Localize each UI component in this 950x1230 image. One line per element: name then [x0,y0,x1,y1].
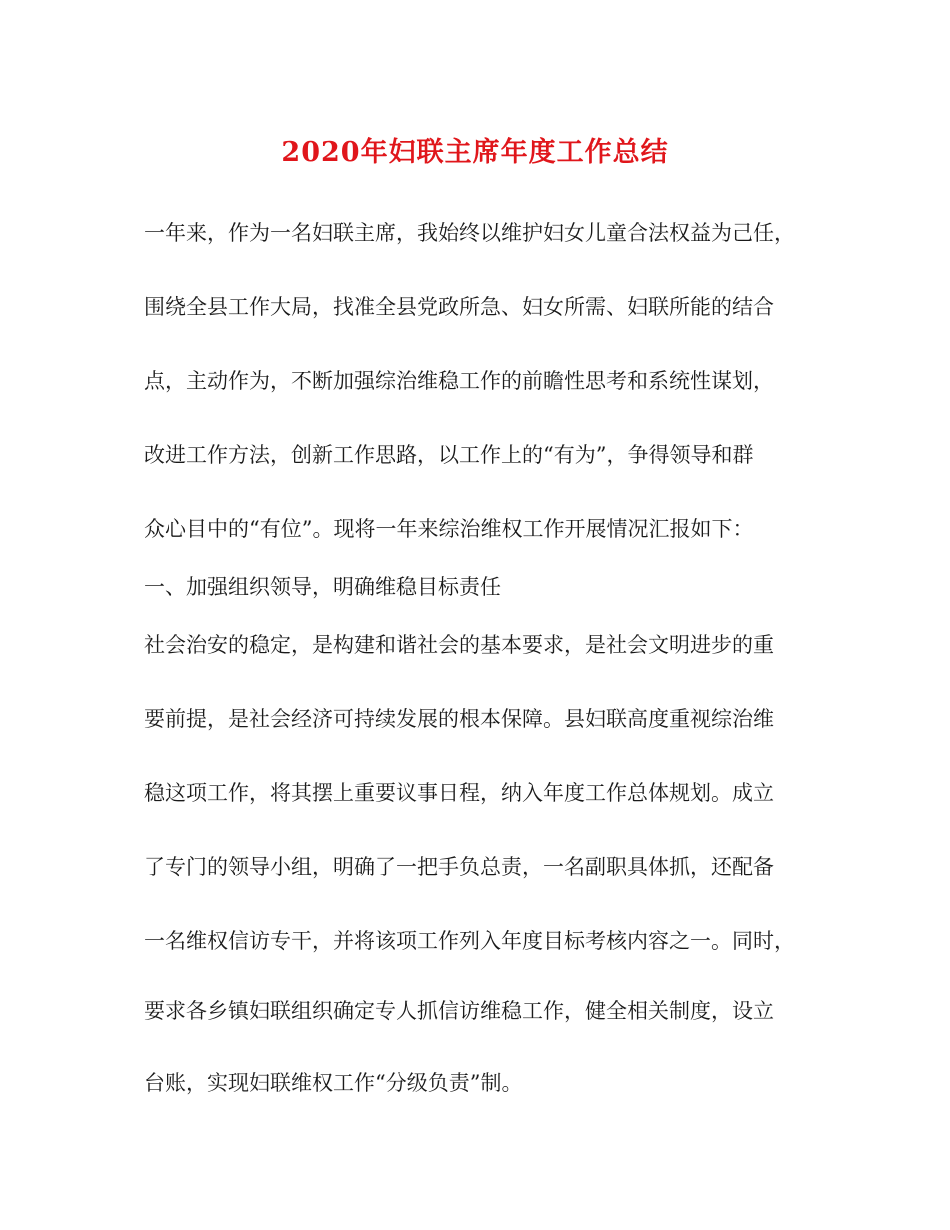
paragraph-line: 众心目中的“有位”。现将一年来综治维权工作开展情况汇报如下： [144,517,754,541]
section-heading: 一、加强组织领导，明确维稳目标责任 [144,575,501,599]
paragraph-line: 要前提，是社会经济可持续发展的根本保障。县妇联高度重视综治维 [144,707,774,731]
paragraph-line: 了专门的领导小组，明确了一把手负总责，一名副职具体抓，还配备 [144,855,774,879]
paragraph-line: 社会治安的稳定，是构建和谐社会的基本要求，是社会文明进步的重 [144,633,774,657]
paragraph-line: 改进工作方法，创新工作思路，以工作上的“有为”，争得领导和群 [144,443,754,467]
paragraph-line: 台账，实现妇联维权工作“分级负责”制。 [144,1071,523,1095]
paragraph-line: 点，主动作为，不断加强综治维稳工作的前瞻性思考和系统性谋划， [144,369,774,393]
paragraph-line: 围绕全县工作大局，找准全县党政所急、妇女所需、妇联所能的结合 [144,295,774,319]
paragraph-line: 要求各乡镇妇联组织确定专人抓信访维稳工作，健全相关制度，设立 [144,999,774,1023]
paragraph-line: 一名维权信访专干，并将该项工作列入年度目标考核内容之一。同时， [144,929,795,953]
document-title: 2020年妇联主席年度工作总结 [281,137,669,168]
paragraph-line: 稳这项工作，将其摆上重要议事日程，纳入年度工作总体规划。成立 [144,781,774,805]
paragraph-line: 一年来，作为一名妇联主席，我始终以维护妇女儿童合法权益为己任， [144,221,795,245]
